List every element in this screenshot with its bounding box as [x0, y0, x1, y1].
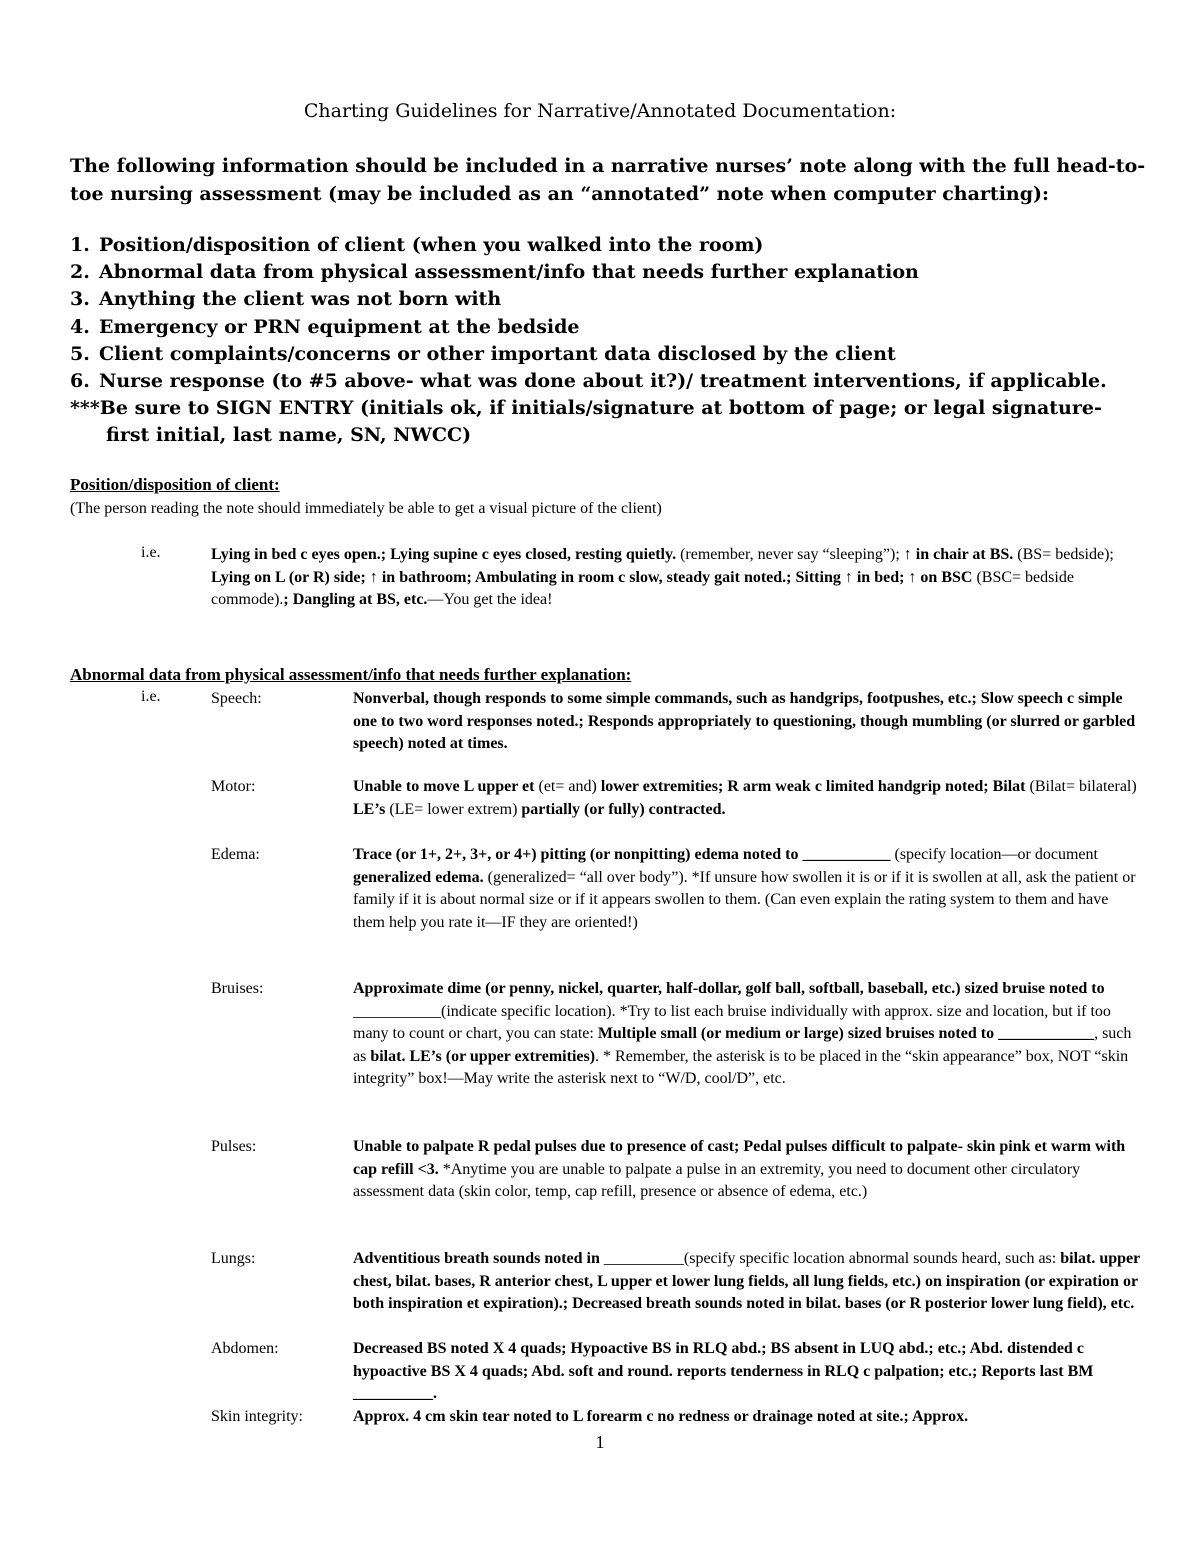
position-heading: Position/disposition of client:	[70, 475, 280, 494]
edema-label: Edema:	[211, 846, 260, 863]
list-item: 2. Abnormal data from physical assessment/info that needs further explanation	[70, 261, 919, 284]
numbered-list	[70, 232, 1140, 450]
page-title: Charting Guidelines for Narrative/Annotated Documentation:	[303, 100, 897, 122]
speech-row	[211, 688, 1141, 756]
sign-entry-note: ***Be sure to SIGN ENTRY (initials ok, if initials/signature at bottom of page; or legal signature- first initial, last name, SN, NWCC)	[70, 397, 1102, 447]
lungs-row	[211, 1248, 1141, 1316]
list-item: 3. Anything the client was not born with	[70, 288, 502, 311]
abdomen-text: Decreased BS noted X 4 quads; Hypoactive BS in RLQ abd.; BS absent in LUQ abd.; etc.; Abd. distended c hypoactive BS X 4 quads; Abd. soft and round. reports tenderness in RLQ c palpation; etc.; Reports last BM __________.	[353, 1340, 1094, 1403]
position-subtext: (The person reading the note should immediately be able to get a visual picture of the client)	[70, 500, 662, 517]
bruises-label: Bruises:	[211, 980, 264, 997]
edema-text: Trace (or 1+, 2+, 3+, or 4+) pitting (or nonpitting) edema noted to ___________ (specify location—or document generalized edema. (generalized= “all over body”). *If unsure how swollen it is or if it is swollen at all, ask the patient or family if it is about normal size or if it appears swollen to them. (Can even explain the rating system to them and have them help you rate it—IF they are oriented!)	[353, 846, 1136, 931]
list-item: 6. Nurse response (to #5 above- what was done about it?)/ treatment interventions, if applicable.	[70, 370, 1107, 393]
motor-label: Motor:	[211, 778, 256, 795]
lungs-text: Adventitious breath sounds noted in __________(specify specific location abnormal sounds heard, such as: bilat. upper chest, bilat. bases, R anterior chest, L upper et lower lung fields, all lung fields, etc.) on inspiration (or expiration or both inspiration et expiration).; Decreased breath sounds noted in bilat. bases (or R posterior lower lung field), etc.	[353, 1250, 1140, 1313]
list-item: 1. Position/disposition of client (when you walked into the room)	[70, 234, 764, 256]
abnormal-heading: Abnormal data from physical assessment/info that needs further explanation:	[70, 665, 632, 684]
pulses-label: Pulses:	[211, 1138, 257, 1155]
motor-row	[211, 776, 1141, 821]
speech-text: Nonverbal, though responds to some simple commands, such as handgrips, footpushes, etc.; Slow speech c simple one to two word responses noted.; Responds appropriately to questioning, though mumbling (or slurred or garbled speech) noted at times.	[353, 690, 1136, 753]
list-item: 4. Emergency or PRN equipment at the bedside	[70, 315, 580, 338]
page-number: 1	[595, 1432, 605, 1452]
lungs-label: Lungs:	[211, 1250, 256, 1267]
bruises-row	[211, 978, 1141, 1091]
speech-label: Speech:	[211, 690, 262, 707]
abdomen-row	[211, 1338, 1141, 1406]
abdomen-label: Abdomen:	[211, 1340, 279, 1357]
skin-integrity-text: Approx. 4 cm skin tear noted to L forearm c no redness or drainage noted at site.; Approx.	[353, 1408, 969, 1425]
list-item: 5. Client complaints/concerns or other important data disclosed by the client	[70, 342, 896, 365]
ie-label: i.e.	[141, 544, 161, 561]
intro-paragraph: The following information should be included in a narrative nurses’ note along with the full head-to-toe nursing assessment (may be included as an “annotated” note when computer charting):	[70, 155, 1146, 205]
position-examples: Lying in bed c eyes open.; Lying supine c eyes closed, resting quietly. (remember, never say “sleeping”); ↑ in chair at BS. (BS= bedside); Lying on L (or R) side; ↑ in bathroom; Ambulating in room c slow, steady gait noted.; Sitting ↑ in bed; ↑ on BSC (BSC= bedside commode).; Dangling at BS, etc.—You get the idea!	[211, 546, 1114, 609]
edema-row	[211, 844, 1141, 934]
motor-text: Unable to move L upper et (et= and) lower extremities; R arm weak c limited handgrip noted; Bilat (Bilat= bilateral) LE’s (LE= lower extrem) partially (or fully) contracted.	[353, 778, 1137, 818]
ie-label: i.e.	[141, 688, 161, 705]
skin-integrity-row	[211, 1406, 1141, 1429]
bruises-text: Approximate dime (or penny, nickel, quarter, half-dollar, golf ball, softball, baseball, etc.) sized bruise noted to ___________(indicate specific location). *Try to list each bruise individually with approx. size and location, but if too many to count or chart, you can state: Multiple small (or medium or large) sized bruises noted to ____________, such as bilat. LE’s (or upper extremities). * Remember, the asterisk is to be placed in the “skin appearance” box, NOT “skin integrity” box!—May write the asterisk next to “W/D, cool/D”, etc.	[353, 980, 1132, 1088]
pulses-text: Unable to palpate R pedal pulses due to presence of cast; Pedal pulses difficult to palpate- skin pink et warm with cap refill <3. *Anytime you are unable to palpate a pulse in an extremity, you need to document other circulatory assessment data (skin color, temp, cap refill, presence or absence of edema, etc.)	[353, 1138, 1126, 1201]
pulses-row	[211, 1136, 1141, 1204]
skin-integrity-label: Skin integrity:	[211, 1408, 303, 1425]
